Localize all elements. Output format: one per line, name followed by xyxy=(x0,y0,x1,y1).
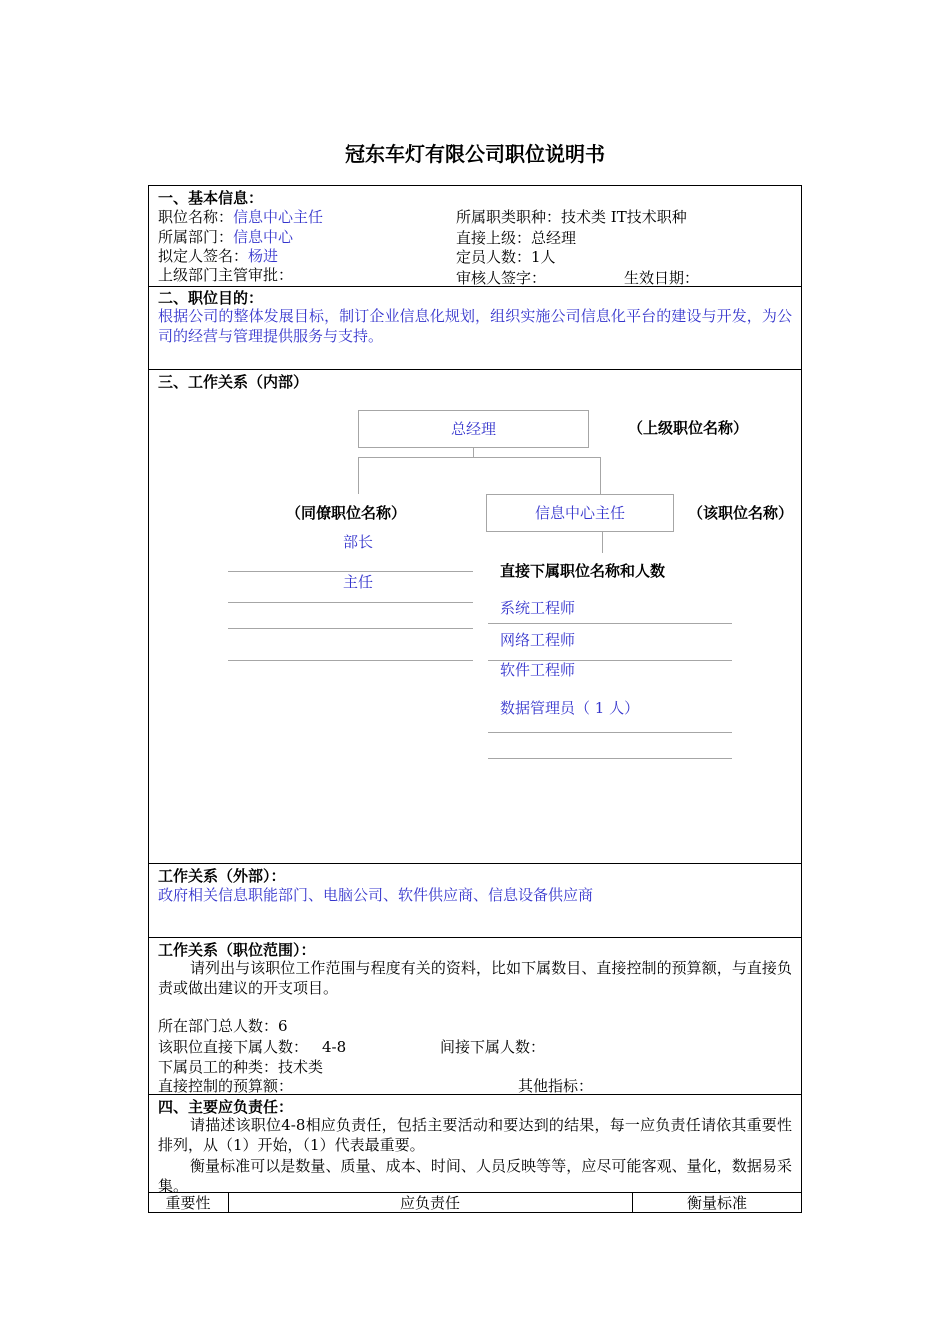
other-indicators-label: 其他指标： xyxy=(518,1077,594,1095)
drafter-row xyxy=(158,246,278,266)
effective-date-label: 生效日期： xyxy=(624,269,700,287)
subordinate-item: 网络工程师 xyxy=(500,631,576,649)
position-name-label: 职位名称： xyxy=(158,208,234,226)
org-connector xyxy=(358,457,600,458)
current-position-box: 信息中心主任 xyxy=(486,494,674,532)
column-header-responsibility: 应负责任 xyxy=(399,1194,460,1212)
direct-subordinates-row xyxy=(158,1037,346,1057)
headcount-label: 定员人数： xyxy=(456,248,532,266)
table-left-border xyxy=(148,185,149,1213)
external-relations-heading: 工作关系（外部）： xyxy=(158,867,286,885)
subordinate-item: 软件工程师 xyxy=(500,661,576,679)
subordinate-type-label: 下属员工的种类： xyxy=(158,1058,279,1076)
headcount-value: 1人 xyxy=(531,248,556,266)
section-divider xyxy=(148,937,802,938)
peer-item: 部长 xyxy=(343,533,374,551)
subordinate-item: 系统工程师 xyxy=(500,599,576,617)
basic-info-heading: 一、基本信息： xyxy=(158,189,264,207)
peer-line xyxy=(228,628,473,629)
peer-item: 主任 xyxy=(343,573,374,591)
job-category-row xyxy=(456,207,687,227)
superior-position-note: （上级职位名称） xyxy=(628,419,749,437)
org-connector xyxy=(602,531,603,553)
direct-subordinates-value: 4-8 xyxy=(322,1038,347,1056)
indirect-subordinates-label: 间接下属人数： xyxy=(440,1038,546,1056)
direct-superior-label: 直接上级： xyxy=(456,229,532,247)
purpose-heading: 二、职位目的： xyxy=(158,289,264,307)
table-top-border xyxy=(148,185,802,186)
section-divider xyxy=(148,863,802,864)
scope-heading: 工作关系（职位范围）： xyxy=(158,941,316,959)
approval-label: 上级部门主管审批： xyxy=(158,266,294,284)
subordinate-line xyxy=(488,623,732,624)
subordinate-line xyxy=(488,732,732,733)
direct-superior-row xyxy=(456,228,576,248)
superior-position-box: 总经理 xyxy=(358,410,589,448)
subordinate-type-value: 技术类 xyxy=(278,1058,324,1076)
subordinate-type-row xyxy=(158,1057,323,1077)
department-value: 信息中心 xyxy=(233,228,294,246)
department-label: 所属部门： xyxy=(158,228,234,246)
purpose-text: 根据公司的整体发展目标，制订企业信息化规划，组织实施公司信息化平台的建设与开发，为公司的经营与管理提供服务与支持。 xyxy=(158,307,792,345)
org-connector xyxy=(473,447,474,457)
position-name-value: 信息中心主任 xyxy=(233,208,324,226)
duties-measurement-instruction: 衡量标准可以是数量、质量、成本、时间、人员反映等等，应尽可能客观、量化，数据易采集。 xyxy=(158,1157,792,1195)
budget-label: 直接控制的预算额： xyxy=(158,1077,294,1095)
peer-line xyxy=(228,602,473,603)
table-right-border xyxy=(801,185,802,1213)
headcount-row xyxy=(456,247,556,267)
reviewer-signature-label: 审核人签字： xyxy=(456,269,547,287)
peer-position-note: （同僚职位名称） xyxy=(286,504,407,522)
department-row xyxy=(158,227,293,247)
direct-superior-value: 总经理 xyxy=(531,229,577,247)
column-header-measurement: 衡量标准 xyxy=(686,1194,747,1212)
subordinate-line xyxy=(488,758,732,759)
peer-line xyxy=(228,660,473,661)
document-title: 冠东车灯有限公司职位说明书 xyxy=(345,142,605,166)
drafter-value: 杨进 xyxy=(248,247,279,265)
current-position-note: （该职位名称） xyxy=(688,504,794,522)
dept-total-label: 所在部门总人数： xyxy=(158,1017,279,1035)
duties-heading: 四、主要应负责任： xyxy=(158,1098,294,1116)
column-header-importance: 重要性 xyxy=(165,1194,211,1212)
duties-instruction: 请描述该职位4-8相应负责任，包括主要活动和要达到的结果，每一应负责任请依其重要性排列，从（1）开始，（1）代表最重要。 xyxy=(158,1116,792,1154)
section-divider xyxy=(148,369,802,370)
table-bottom-border xyxy=(148,1212,802,1213)
direct-subordinates-label: 该职位直接下属人数： xyxy=(158,1038,309,1056)
internal-relations-heading: 三、工作关系（内部） xyxy=(158,373,309,391)
subordinate-item: 数据管理员（ 1 人） xyxy=(500,699,640,717)
dept-total-value: 6 xyxy=(278,1017,288,1035)
org-connector xyxy=(600,457,601,494)
drafter-label: 拟定人签名： xyxy=(158,247,249,265)
external-relations-text: 政府相关信息职能部门、电脑公司、软件供应商、信息设备供应商 xyxy=(158,886,594,904)
subordinates-heading: 直接下属职位名称和人数 xyxy=(500,562,666,580)
org-connector xyxy=(358,457,359,494)
dept-total-row xyxy=(158,1016,288,1036)
position-name-row xyxy=(158,207,323,227)
job-category-label: 所属职类职种： xyxy=(456,208,562,226)
scope-instruction: 请列出与该职位工作范围与程度有关的资料，比如下属数目、直接控制的预算额，与直接负责或做出建议的开支项目。 xyxy=(158,959,792,997)
job-category-value: 技术类 IT技术职种 xyxy=(561,208,687,226)
